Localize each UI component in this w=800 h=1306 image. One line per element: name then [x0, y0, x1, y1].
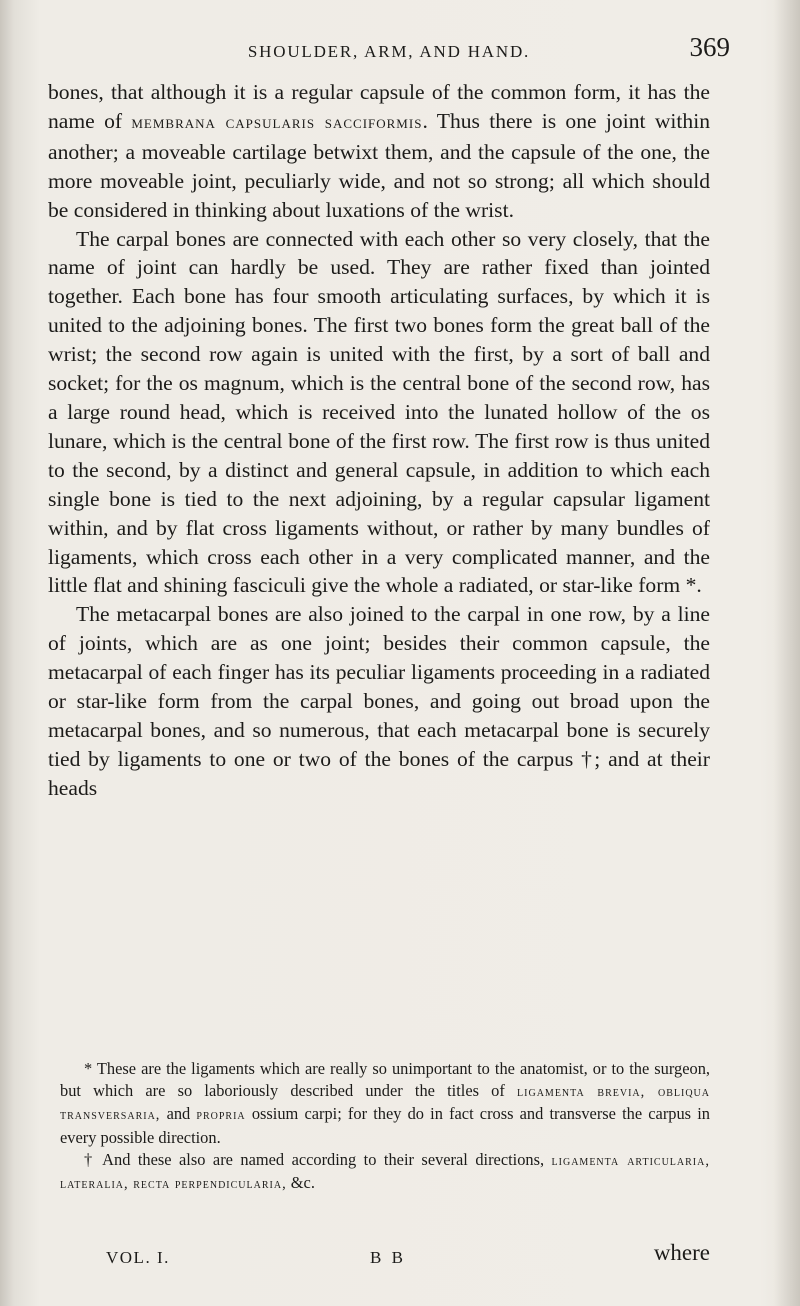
page-number: 369 [689, 32, 730, 62]
body-text [48, 78, 710, 803]
paragraph-2: The carpal bones are connected with each other so very closely, that the name of joint can hardly be used. They are rather fixed than jointed together. Each bone has four smooth articulating surfaces, by which it is united to the adjoining bones. The first two bones form the great ball of the wrist; the second row again is united with the first, by a sort of ball and socket; for the os magnum, which is the central bone of the second row, has a large round head, which is received into the lunated hollow of the os lunare, which is the central bone of the first row. The first row is thus united to the second, by a distinct and general capsule, in addition to which each single bone is tied to the next adjoining, by a regular capsular ligament within, and by flat cross ligaments without, or rather by many bundles of ligaments, which cross each other in a very complicated manner, and the little flat and shining fasciculi give the whole a radiated, or star-like form *. [48, 226, 710, 598]
page-header [48, 30, 730, 76]
catchword: where [653, 1240, 710, 1265]
footnotes [60, 1058, 710, 1195]
footnote-2-text-a: † And these also are named according to their several directions, [84, 1149, 552, 1169]
running-head: SHOULDER, ARM, AND HAND. [247, 42, 531, 61]
footnote-1 [60, 1058, 710, 1149]
footnote-1-text-c: ossium carpi; for they do in fact cross and transverse the carpus in every possible direction. [60, 1104, 710, 1147]
footnote-1-text-b: and [160, 1104, 197, 1124]
footnote-2 [60, 1149, 710, 1195]
footnote-1-term-1: ligamenta brevia, obliqua transversaria, [60, 1084, 710, 1124]
paragraph-1-term: membrana capsularis sacciformis [131, 111, 423, 133]
paragraph-1 [48, 78, 710, 225]
page-footer [48, 1240, 710, 1274]
footnote-2-text-b: &c. [286, 1173, 315, 1193]
footnote-2-term: ligamenta articularia, lateralia, recta perpendicularia, [60, 1152, 710, 1193]
signature-mark: B B [370, 1248, 406, 1267]
footnote-1-term-2: propria [196, 1107, 246, 1124]
paragraph-3: The metacarpal bones are also joined to the carpal in one row, by a line of joints, which are as one joint; besides their common capsule, the metacarpal of each finger has its peculiar ligaments proceeding in a radiated or star-like form from the carpal bones, and going out broad upon the metacarpal bones, and so numerous, that each metacarpal bone is securely tied by ligaments to one or two of the bones of the carpus †; and at their heads [48, 602, 710, 800]
page-edge-shadow [774, 0, 800, 1306]
paragraph-1-text-b: . Thus there is one joint within another; a moveable cartilage betwixt them, and the capsule of the one, the more moveable joint, peculiarly wide, and not so strong; all which should be considered in thinking about luxations of the wrist. [48, 108, 711, 222]
footnote-1-text-a: * These are the ligaments which are really so unimportant to the anatomist, or to the surgeon, but which are so laboriously described under the titles of [60, 1059, 710, 1101]
paragraph-1-text-a: bones, that although it is a regular capsule of the common form, it has the name of [48, 80, 710, 133]
volume-mark: VOL. I. [106, 1248, 170, 1267]
